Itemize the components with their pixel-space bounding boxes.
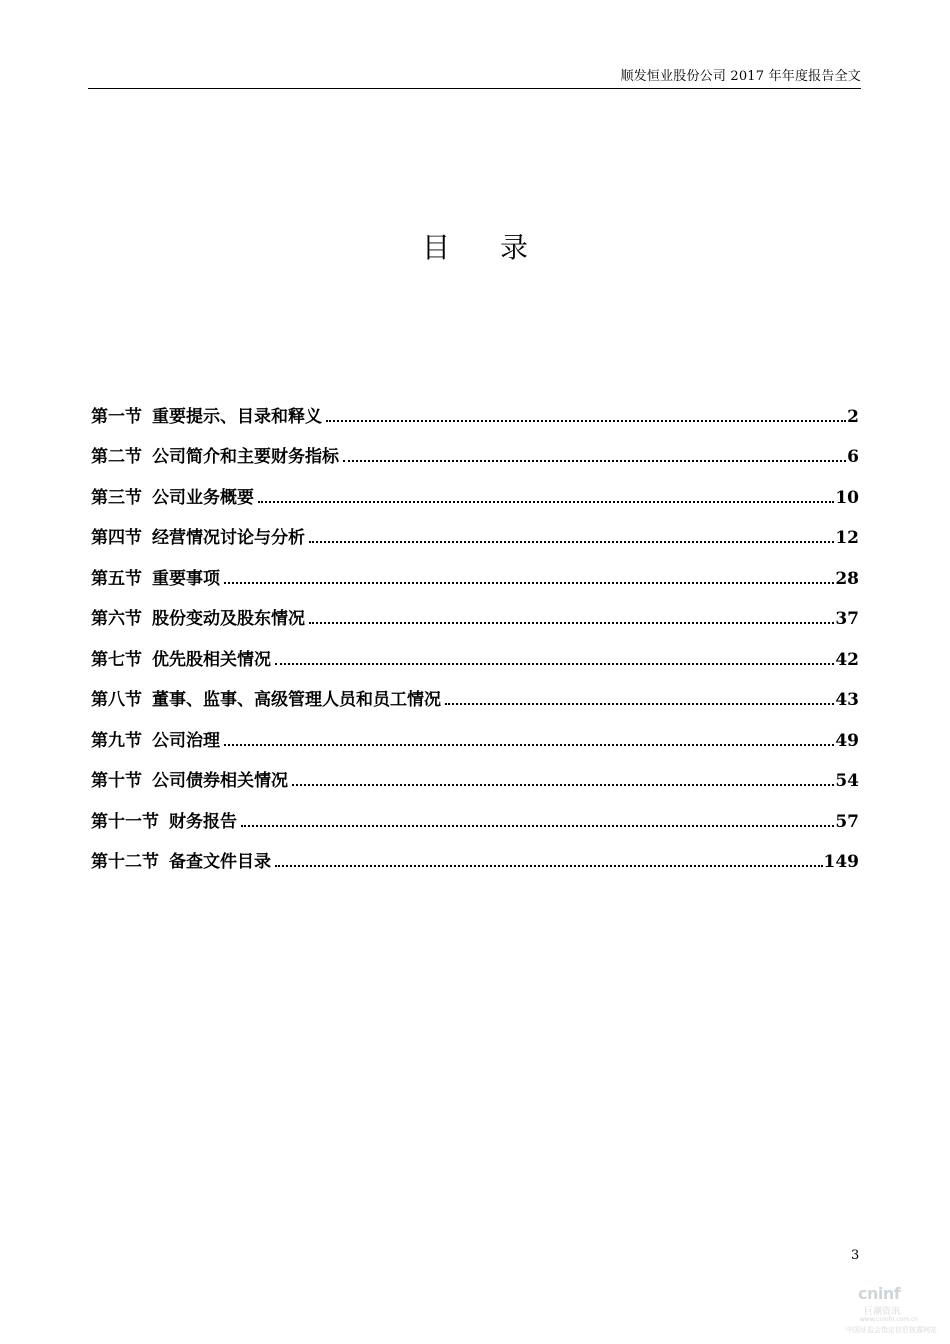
toc-section-number: 第五节: [91, 568, 142, 589]
toc-entry[interactable]: [91, 629, 859, 670]
toc-entry[interactable]: [91, 508, 859, 549]
toc-dot-leader: [241, 825, 834, 827]
toc-dot-leader: [275, 663, 834, 665]
toc-section-number: 第十二节: [91, 852, 159, 872]
toc-page-number: 43: [835, 690, 859, 710]
toc-page-number: 12: [835, 528, 859, 548]
toc-entry[interactable]: [91, 710, 859, 751]
toc-section-name: 经营情况讨论与分析: [152, 528, 305, 548]
toc-page-number: 42: [835, 649, 859, 670]
watermark-org: 中国证监会指定信息披露网站: [846, 1326, 937, 1334]
toc-dot-leader: [445, 703, 834, 705]
toc-entry[interactable]: [91, 670, 859, 711]
toc-page-number: 37: [835, 609, 859, 629]
table-of-contents: [91, 386, 859, 872]
toc-page-number: 149: [823, 852, 859, 872]
toc-dot-leader: [309, 622, 834, 624]
toc-entry[interactable]: [91, 427, 859, 468]
toc-section-name: 公司治理: [152, 730, 220, 751]
watermark-subtitle: 巨潮资讯: [864, 1307, 901, 1317]
cninfo-watermark: [846, 1284, 937, 1336]
toc-entry[interactable]: [91, 751, 859, 792]
toc-dot-leader: [292, 784, 834, 786]
toc-entry[interactable]: [91, 386, 859, 427]
toc-dot-leader: [275, 865, 823, 867]
toc-page-number: 49: [835, 730, 859, 751]
toc-section-number: 第六节: [91, 609, 142, 629]
toc-section-number: 第十节: [91, 771, 142, 791]
toc-section-name: 公司业务概要: [152, 487, 254, 508]
toc-entry[interactable]: [91, 791, 859, 832]
toc-section-number: 第二节: [91, 447, 142, 467]
toc-section-name: 重要事项: [152, 568, 220, 589]
toc-entry[interactable]: [91, 589, 859, 630]
toc-section-number: 第九节: [91, 730, 142, 751]
toc-page-number: 2: [847, 406, 859, 427]
toc-entry[interactable]: [91, 467, 859, 508]
page-number: 3: [851, 1248, 860, 1263]
toc-page-number: 28: [835, 568, 859, 589]
toc-section-name: 股份变动及股东情况: [152, 609, 305, 629]
toc-section-number: 第一节: [91, 406, 142, 427]
toc-section-name: 重要提示、目录和释义: [152, 406, 322, 427]
toc-dot-leader: [258, 501, 834, 503]
toc-section-name: 优先股相关情况: [152, 649, 271, 670]
toc-section-number: 第三节: [91, 487, 142, 508]
page-header: [88, 64, 861, 89]
toc-page-number: 57: [835, 811, 859, 832]
page-title: 目录: [421, 231, 578, 264]
watermark-url: www.cninfo.com.cn: [860, 1316, 919, 1323]
toc-dot-leader: [224, 582, 834, 584]
toc-section-number: 第四节: [91, 528, 142, 548]
header-title: 顺发恒业股份公司 2017 年年度报告全文: [620, 69, 861, 84]
toc-dot-leader: [224, 744, 834, 746]
toc-dot-leader: [326, 420, 846, 422]
toc-entry[interactable]: [91, 548, 859, 589]
toc-section-name: 财务报告: [169, 811, 237, 832]
toc-section-name: 公司债券相关情况: [152, 771, 288, 791]
toc-section-number: 第七节: [91, 649, 142, 670]
toc-section-number: 第八节: [91, 690, 142, 710]
toc-section-name: 备查文件目录: [169, 852, 271, 872]
toc-section-number: 第十一节: [91, 811, 159, 832]
toc-page-number: 10: [835, 487, 859, 508]
toc-entry[interactable]: [91, 832, 859, 873]
toc-page-number: 6: [847, 447, 859, 467]
watermark-logo: cninf: [858, 1284, 901, 1303]
toc-dot-leader: [309, 541, 834, 543]
toc-page-number: 54: [835, 771, 859, 791]
toc-section-name: 公司简介和主要财务指标: [152, 447, 339, 467]
toc-dot-leader: [343, 460, 846, 462]
toc-section-name: 董事、监事、高级管理人员和员工情况: [152, 690, 441, 710]
